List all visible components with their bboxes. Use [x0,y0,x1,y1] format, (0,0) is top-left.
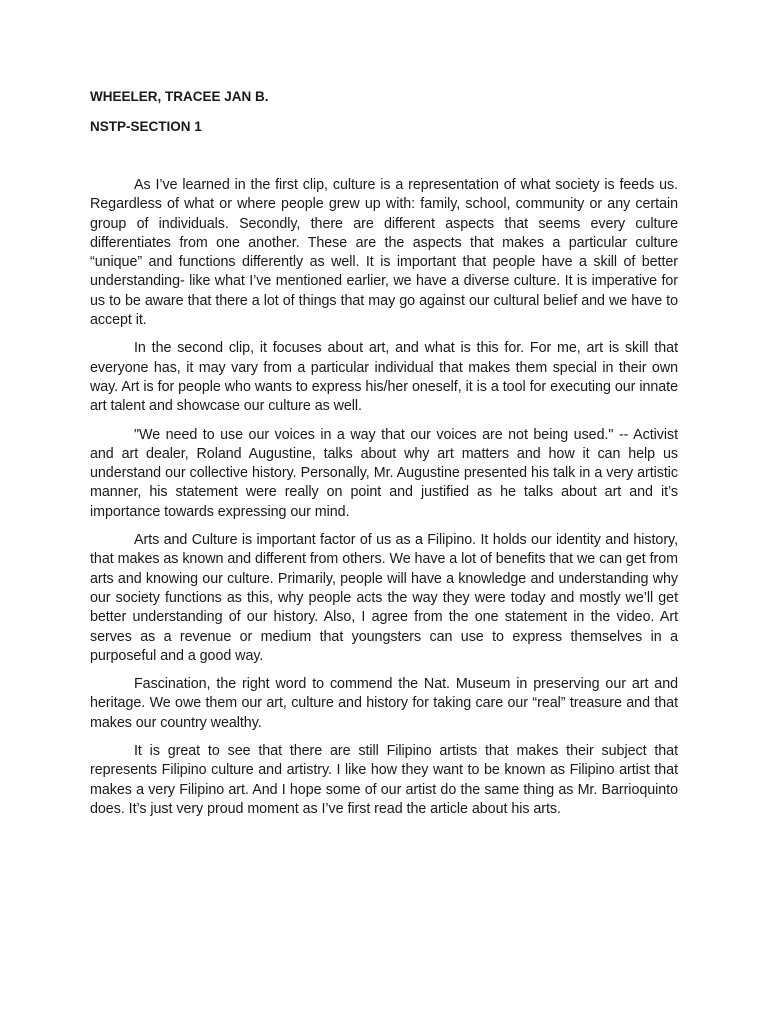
paragraph-4: Arts and Culture is important factor of us as a Filipino. It holds our identity and history, that makes as known and different from others. We have a lot of benefits that we can get from arts and knowing our culture. Primarily, people will have a knowledge and understanding why our society functions as this, why people acts the way they were today and mostly we’ll get better understanding of our history. Also, I agree from the one statement in the video. Art serves as a revenue or medium that youngsters can use to express themselves in a purposeful and a good way. [90,532,678,664]
paragraph-2: In the second clip, it focuses about art, and what is this for. For me, art is skill that everyone has, it may vary from a particular individual that makes them special in their own way. Art is for people who wants to express his/her oneself, it is a tool for executing our innate art talent and showcase our culture as well. [90,340,678,415]
essay-body [90,176,678,819]
document-page [90,88,678,828]
paragraph-5: Fascination, the right word to commend the Nat. Museum in preserving our art and heritage. We owe them our art, culture and history for taking care our “real” treasure and that makes our country wealthy. [90,676,678,731]
section-heading: NSTP-SECTION 1 [90,119,202,134]
paragraph-6: It is great to see that there are still Filipino artists that makes their subject that represents Filipino culture and artistry. I like how they want to be known as Filipino artist that makes a very Filipino art. And I hope some of our artist do the same thing as Mr. Barrioquinto does. It’s just very proud moment as I’ve first read the article about his arts. [90,743,678,817]
paragraph-1: As I’ve learned in the first clip, culture is a representation of what society is feeds us. Regardless of what or where people grew up with: family, school, community or any certain group of individuals. Secondly, there are different aspects that seems every culture differentiates from one another. These are the aspects that makes a particular culture “unique” and functions differently as well. It is important that people have a skill of better understanding- like what I’ve mentioned earlier, we have a diverse culture. It is imperative for us to be aware that there a lot of things that may go against our cultural belief and we have to accept it. [90,177,678,329]
author-name: WHEELER, TRACEE JAN B. [90,89,269,104]
paragraph-3: "We need to use our voices in a way that our voices are not being used." -- Activist and art dealer, Roland Augustine, talks about why art matters and how it can help us understand our collective history. Personally, Mr. Augustine presented his talk in a very artistic manner, his statement were really on point and justified as he talks about art and it’s importance towards expressing our mind. [90,426,678,520]
